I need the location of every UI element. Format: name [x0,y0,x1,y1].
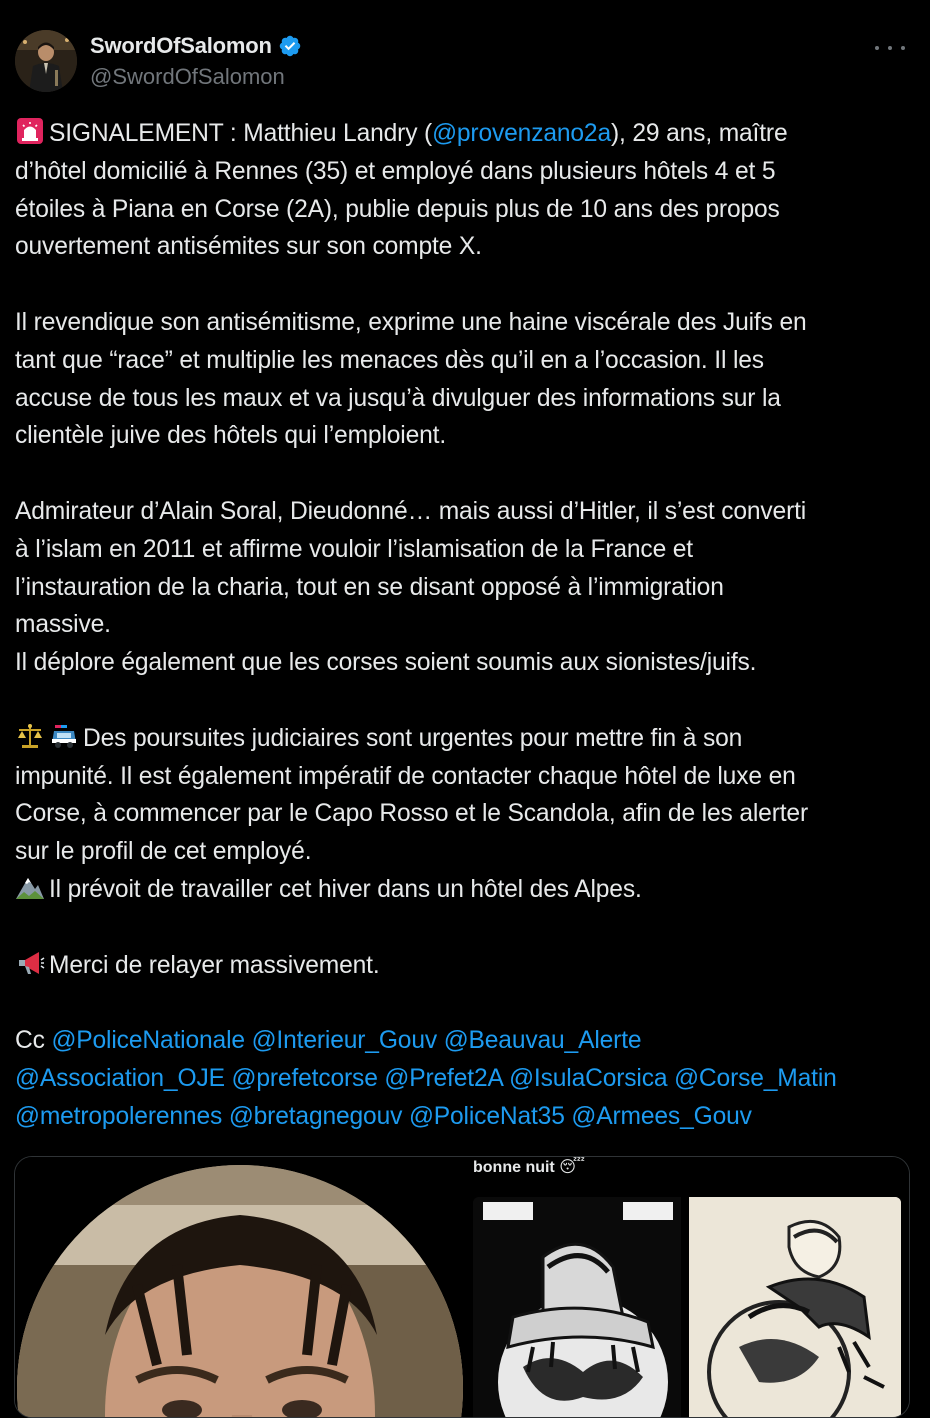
text-segment: Il prévoit de travailler cet hiver dans un hôtel des Alpes. [49,875,642,903]
text-line [15,342,920,380]
text-segment: Il déplore également que les corses soient soumis aux sionistes/juifs. [15,649,757,677]
verified-badge-icon [278,34,302,58]
mention-link[interactable]: @PoliceNationale [51,1027,245,1055]
text-line [15,947,920,985]
mention-link[interactable]: @Interieur_Gouv [251,1027,438,1055]
text-line [15,304,920,342]
text-line [15,644,920,682]
blank-line [15,909,920,947]
cartoon-image-1[interactable] [473,1197,681,1418]
blank-line [15,266,920,304]
text-line [15,493,920,531]
text-segment: l’instauration de la charia, tout en se disant opposé à l’immigration [15,573,724,601]
megaphone-icon [15,948,45,978]
text-line [15,795,920,833]
text-segment: sur le profil de cet employé. [15,838,312,866]
mention-link[interactable]: @Beauvau_Alerte [443,1027,642,1055]
text-segment: Merci de relayer massivement. [49,951,380,979]
mention-link[interactable]: @metropolerennes [15,1102,223,1130]
text-segment: Admirateur d’Alain Soral, Dieudonné… mais aussi d’Hitler, il s’est converti [15,497,807,525]
text-segment: Cc [15,1027,52,1055]
mention-link[interactable]: @provenzano2a [432,120,611,147]
text-line [15,871,920,909]
mention-link[interactable]: @Association_OJE [15,1064,225,1092]
mention-link[interactable]: @Corse_Matin [674,1064,837,1092]
text-line [15,153,920,191]
text-segment: clientèle juive des hôtels qui l’emploient. [15,422,447,450]
scales-icon [15,721,45,751]
police-car-icon [49,721,79,751]
text-segment: impunité. Il est également impératif de contacter chaque hôtel de luxe en [15,762,796,790]
text-segment [437,1027,444,1054]
text-line [15,115,920,153]
text-segment [225,1065,232,1092]
mention-link[interactable]: @bretagnegouv [228,1102,403,1130]
text-segment: accuse de tous les maux et va jusqu’à divulguer des informations sur la [15,384,781,412]
tweet-header [15,28,915,98]
mention-link[interactable]: @Prefet2A [384,1064,503,1092]
text-segment: à l’islam en 2011 et affirme vouloir l’islamisation de la France et [15,535,693,563]
mention-link[interactable]: @prefetcorse [231,1064,378,1092]
blank-line [15,455,920,493]
cartoon-image-2[interactable] [689,1197,901,1418]
avatar[interactable] [15,30,77,92]
text-line [15,606,920,644]
author-names [90,32,302,90]
text-segment: étoiles à Piana en Corse (2A), publie depuis plus de 10 ans des propos [15,195,780,223]
text-segment: Des poursuites judiciaires sont urgentes pour mettre fin à son [83,724,743,752]
text-segment: ouvertement antisémites sur son compte X. [15,233,482,261]
text-segment: Il revendique son antisémitisme, exprime une haine viscérale des Juifs en [15,308,807,336]
text-segment: SIGNALEMENT : Matthieu Landry ( [49,120,433,147]
mountain-icon [15,872,45,902]
text-line [15,191,920,229]
text-segment: massive. [15,611,111,639]
mention-link[interactable]: @Armees_Gouv [571,1102,752,1130]
text-line [15,380,920,418]
mention-link[interactable]: @PoliceNat35 [408,1102,565,1130]
portrait-photo[interactable] [15,1157,467,1417]
rotating-light-icon [15,116,45,146]
text-segment [245,1027,252,1054]
text-segment [402,1103,409,1130]
more-dots-icon[interactable] [875,36,905,60]
media-grid[interactable] [14,1156,910,1418]
text-line [15,1022,920,1060]
text-line [15,569,920,607]
text-segment [222,1103,229,1130]
text-line [15,228,920,266]
text-segment: tant que “race” et multiplie les menaces dès qu’il en a l’occasion. Il les [15,346,764,374]
blank-line [15,984,920,1022]
text-line [15,1060,920,1098]
text-line [15,720,920,758]
cartoon-post[interactable] [469,1157,909,1417]
media-caption: bonne nuit 😴 [473,1159,585,1176]
handle[interactable]: @SwordOfSalomon [90,64,285,89]
text-line [15,1098,920,1136]
text-line [15,758,920,796]
text-segment: d’hôtel domicilié à Rennes (35) et employé dans plusieurs hôtels 4 et 5 [15,157,776,185]
text-segment: ), 29 ans, maître [610,120,788,147]
text-line [15,417,920,455]
text-segment: Corse, à commencer par le Capo Rosso et le Scandola, afin de les alerter [15,800,809,828]
text-line [15,833,920,871]
tweet-text [15,115,920,1136]
mention-link[interactable]: @IsulaCorsica [509,1064,668,1092]
display-name[interactable]: SwordOfSalomon [90,33,272,58]
blank-line [15,682,920,720]
text-line [15,531,920,569]
